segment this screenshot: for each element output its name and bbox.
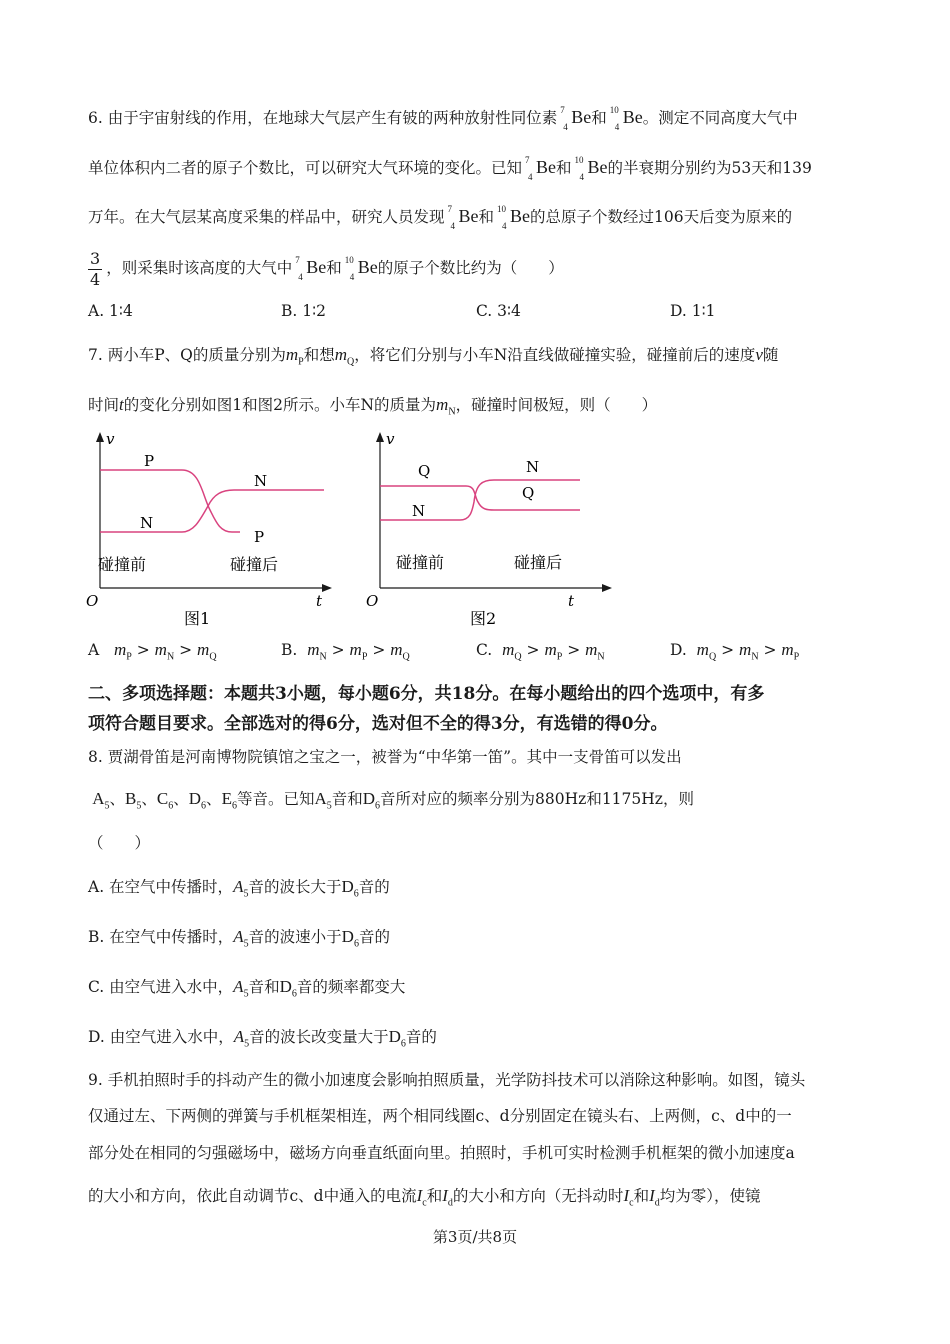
be7-isotope: 7 4 Be <box>447 204 479 231</box>
svg-text:t: t <box>568 592 575 610</box>
section-2-heading-line-1: 二、多项选择题：本题共3小题，每小题6分，共18分。在每小题给出的四个选项中，有多 <box>88 684 765 704</box>
fraction-three-quarters: $\frac{3}{4}$ <box>90 248 101 289</box>
q9-line-4: 的大小和方向，依此自动调节c、d中通入的电流$I_c$和$I_d$的大小和方向（无抖动时$I_c$和$I_d$均为零），使镜 <box>88 1186 761 1209</box>
q9-line-1: 9. 手机拍照时手的抖动产生的微小加速度会影响拍照质量，光学防抖技术可以消除这种影响。如图，镜头 <box>88 1071 806 1089</box>
q8-line-3: （ ） <box>88 834 151 852</box>
svg-text:碰撞前: 碰撞前 <box>98 555 147 574</box>
q8-option-a[interactable]: A. 在空气中传播时，$A_5$音的波长大于$D_6$音的 <box>88 877 390 900</box>
q7-option-d[interactable]: D. $m_Q > m_N > m_P$ <box>670 640 800 663</box>
figure-1-vt-graph <box>82 428 342 628</box>
q6-line-2: 单位体积内二者的原子个数比，可以研究大气环境的变化。已知 7 4 Be和 10 4 Be的半衰期分别约为53天和139 <box>88 155 812 182</box>
q6-option-d[interactable]: D. 1∶1 <box>670 302 716 320</box>
svg-text:Q: Q <box>522 484 535 502</box>
be10-isotope: 10 4 Be <box>497 204 531 231</box>
q8-line-2: $A_5$、$B_5$、$C_6$、$D_6$、$E_6$等音。已知$A_5$音和$D_6$音所对应的频率分别为880Hz和1175Hz，则 <box>92 789 694 812</box>
be10-isotope: 10 4 Be <box>344 255 378 282</box>
svg-text:N: N <box>254 472 268 490</box>
q6-option-a[interactable]: A. 1∶4 <box>88 302 133 320</box>
svg-text:碰撞后: 碰撞后 <box>514 553 563 572</box>
svg-text:P: P <box>144 452 155 470</box>
section-2-heading-line-2: 项符合题目要求。全部选对的得6分，选对但不全的得3分，有选错的得0分。 <box>88 714 668 734</box>
q6-option-b[interactable]: B. 1∶2 <box>281 302 327 320</box>
svg-text:N: N <box>412 502 426 520</box>
q7-option-a[interactable]: A $m_P > m_N > m_Q$ <box>88 640 217 663</box>
svg-text:v: v <box>106 430 115 448</box>
q9-line-3: 部分处在相同的匀强磁场中，磁场方向垂直纸面向里。拍照时，手机可实时检测手机框架的微小加速度a <box>88 1144 795 1162</box>
figure-2-vt-graph <box>362 428 622 628</box>
curve-q <box>380 486 580 510</box>
q8-option-d[interactable]: D. 由空气进入水中，$A_5$音的波长改变量大于$D_6$音的 <box>88 1027 437 1050</box>
be7-isotope: 7 4 Be <box>295 255 327 282</box>
q8-option-c[interactable]: C. 由空气进入水中，$A_5$音和$D_6$音的频率都变大 <box>88 977 406 1000</box>
q8-line-1: 8. 贾湖骨笛是河南博物院镇馆之宝之一，被誉为“中华第一笛”。其中一支骨笛可以发出 <box>88 748 682 766</box>
svg-text:P: P <box>254 528 265 546</box>
be10-isotope: 10 4 Be <box>574 155 608 182</box>
q9-line-2: 仅通过左、下两侧的弹簧与手机框架相连，两个相同线圈c、d分别固定在镜头右、上两侧，c、d中的一 <box>88 1107 792 1125</box>
be7-isotope: 7 4 Be <box>525 155 557 182</box>
q6-line-1: 6. 由于宇宙射线的作用，在地球大气层产生有铍的两种放射性同位素 7 4 Be和 10 4 Be。测定不同高度大气中 <box>88 105 798 132</box>
svg-text:碰撞后: 碰撞后 <box>230 555 279 574</box>
svg-text:O: O <box>366 592 379 610</box>
svg-text:碰撞前: 碰撞前 <box>396 553 445 572</box>
svg-text:图1: 图1 <box>184 609 211 628</box>
curve-p <box>100 470 240 532</box>
q7-line-2: 时间t的变化分别如图1和图2所示。小车N的质量为$m_N$，碰撞时间极短，则（ ） <box>88 395 658 418</box>
q6-option-c[interactable]: C. 3∶4 <box>476 302 521 320</box>
svg-text:O: O <box>86 592 99 610</box>
svg-text:N: N <box>526 458 540 476</box>
q6-line-3: 万年。在大气层某高度采集的样品中，研究人员发现 7 4 Be和 10 4 Be的总原子个数经过106天后变为原来的 <box>88 204 793 231</box>
svg-text:图2: 图2 <box>470 609 497 628</box>
svg-text:t: t <box>316 592 323 610</box>
svg-text:v: v <box>386 430 395 448</box>
svg-text:N: N <box>140 514 154 532</box>
q7-option-b[interactable]: B. $m_N > m_P > m_Q$ <box>281 640 410 663</box>
page-footer: 第3页/共8页 <box>432 1228 518 1246</box>
q7-option-c[interactable]: C. $m_Q > m_P > m_N$ <box>476 640 605 663</box>
be7-isotope: 7 4 Be <box>560 105 592 132</box>
svg-text:Q: Q <box>418 462 431 480</box>
curve-n <box>100 490 324 532</box>
q6-line-4: $\frac{3}{4}$ ，则采集时该高度的大气中 7 4 Be和 10 4 Be的原子个数比约为（ ） <box>88 245 564 290</box>
q7-line-1: 7. 两小车P、Q的质量分别为$m_P$和想$m_Q$，将它们分别与小车N沿直线做碰撞实验，碰撞前后的速度v随 <box>88 345 779 368</box>
be10-isotope: 10 4 Be <box>609 105 643 132</box>
q8-option-b[interactable]: B. 在空气中传播时，$A_5$音的波速小于$D_6$音的 <box>88 927 390 950</box>
